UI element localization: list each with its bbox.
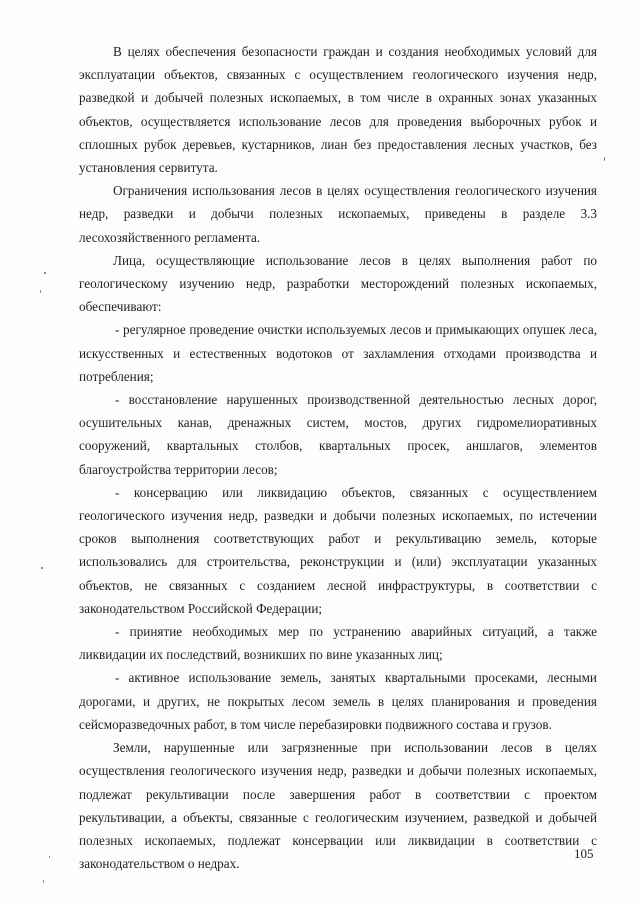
list-item-conservation: - консервацию или ликвидацию объектов, связанных с осуществлением геологического изучения недр, разведки и добычи полезных ископаемых, по истечении сроков выполнения соответствующих работ и рекультивацию земель, которые использовались для строительства, реконструкции и (или) эксплуатации указанных объектов, не связанных с созданием лесной инфраструктуры, в соответствии с законодательством Российской Федерации; [79, 484, 597, 616]
paragraph-reclamation: Земли, нарушенные или загрязненные при использовании лесов в целях осуществления геологического изучения недр, разведки и добычи полезных ископаемых, подлежат рекультивации после завершения работ в соответствии с проектом рекультивации, а объекты, связанные с геологическим изучением, разведкой и добычей полезных ископаемых, подлежат консервации или ликвидации в соответствии с законодательством о недрах. [79, 740, 597, 872]
list-item-restoration: - восстановление нарушенных производственной деятельностью лесных дорог, осушительных канав, дренажных систем, мостов, других гидромелиоративных сооружений, квартальных столбов, квартальных просек, аншлагов, элементов благоустройства территории лесов; [79, 392, 597, 477]
scan-speck [43, 880, 44, 883]
list-item-land-use: - активное использование земель, занятых квартальными просеками, лесными дорогами, и других, не покрытых лесом земель в целях планирования и проведения сейсморазведочных работ, в том числе перебазировки подвижного состава и грузов. [79, 670, 597, 732]
list-item-cleaning: - регулярное проведение очистки используемых лесов и примыкающих опушек леса, искусственных и естественных водотоков от захламления отходами производства и потребления; [79, 322, 597, 384]
body-text [79, 40, 597, 875]
scan-speck [44, 272, 46, 274]
list-item-emergency: - принятие необходимых мер по устранению аварийных ситуаций, а также ликвидации их последствий, возникших по вине указанных лиц; [79, 624, 597, 663]
paragraph-obligations-intro: Лица, осуществляющие использование лесов в целях выполнения работ по геологическому изучению недр, разработки месторождений полезных ископаемых, обеспечивают: [79, 252, 597, 315]
page-number: 105 [574, 846, 594, 861]
paragraph-restrictions: Ограничения использования лесов в целях осуществления геологического изучения недр, разведки и добычи полезных ископаемых, приведены в разделе 3.3 лесохозяйственного регламента. [79, 183, 597, 245]
scan-speck [40, 290, 41, 293]
scan-speck [49, 856, 50, 858]
scan-speck [604, 157, 605, 161]
scan-speck [41, 567, 43, 569]
paragraph-safety-clearing: В целях обеспечения безопасности граждан и создания необходимых условий для эксплуатации объектов, связанных с осуществлением геологического изучения недр, разведкой и добычей полезных ископаемых, в том числе в охранных зонах указанных объектов, осуществляется использование лесов для проведения выборочных рубок и сплошных рубок деревьев, кустарников, лиан без предоставления лесных участков, без установления сервитута. [79, 44, 597, 176]
